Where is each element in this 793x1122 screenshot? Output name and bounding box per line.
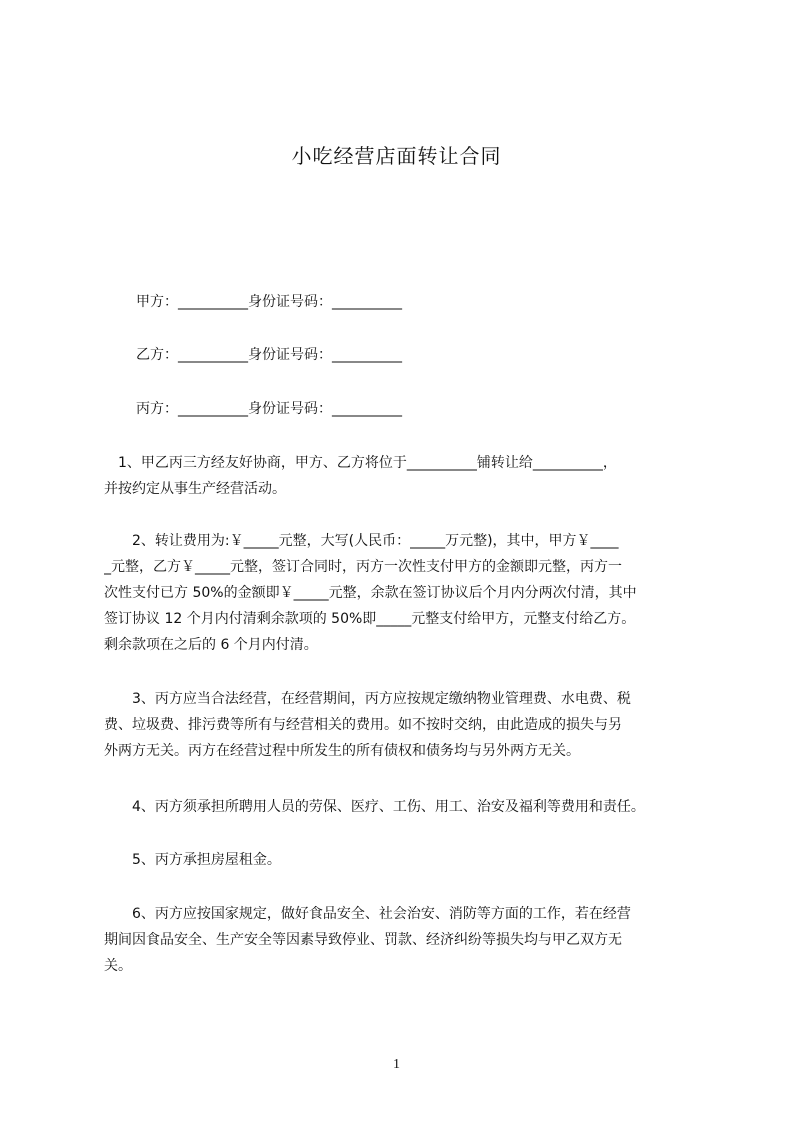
clause-4 [104, 794, 716, 820]
clause-1-line-1: 1、甲乙丙三方经友好协商，甲方、乙方将位于__________铺转让给__________， [104, 455, 617, 471]
party-c-line: 丙方：__________身份证号码：__________ [136, 401, 402, 417]
clause-4-line-1: 4、丙方须承担所聘用人员的劳保、医疗、工伤、用工、治安及福利等费用和责任。 [104, 799, 645, 815]
clause-2 [104, 528, 716, 658]
clause-2-line-1: 2、转让费用为:￥_____元整，大写(人民币：_____万元整)，其中，甲方￥____ [104, 533, 619, 549]
clause-6-line-2: 期间因食品安全、生产安全等因素导致停业、罚款、经济纠纷等损失均与甲乙双方无 [104, 932, 622, 948]
clause-5 [104, 847, 716, 873]
clause-6 [104, 901, 716, 979]
contract-title: 小吃经营店面转让合同 [291, 144, 502, 168]
clause-3 [104, 686, 716, 764]
clause-3-line-3: 外两方无关。丙方在经营过程中所发生的所有债权和债务均与另外两方无关。 [104, 743, 580, 759]
clause-1-line-2: 并按约定从事生产经营活动。 [104, 481, 286, 497]
clause-1 [104, 450, 716, 502]
clause-2-line-5: 剩余款项在之后的 6 个月内付清。 [104, 637, 318, 653]
clause-3-line-2: 费、垃圾费、排污费等所有与经营相关的费用。如不按时交纳，由此造成的损失与另 [104, 717, 622, 733]
clause-3-line-1: 3、丙方应当合法经营，在经营期间，丙方应按规定缴纳物业管理费、水电费、税 [104, 691, 631, 707]
party-a-line: 甲方：__________身份证号码：__________ [136, 294, 402, 310]
party-b-line: 乙方：__________身份证号码：__________ [136, 347, 402, 363]
clause-2-line-2: _元整，乙方￥_____元整，签订合同时，丙方一次性支付甲方的金额即元整，丙方一 [104, 559, 622, 575]
page-number: 1 [393, 1057, 400, 1072]
clause-2-line-4: 签订协议 12 个月内付清剩余款项的 50%即_____元整支付给甲方，元整支付给乙方。 [104, 611, 636, 627]
clause-6-line-1: 6、丙方应按国家规定，做好食品安全、社会治安、消防等方面的工作，若在经营 [104, 906, 631, 922]
clause-6-line-3: 关。 [104, 958, 132, 974]
clause-2-line-3: 次性支付已方 50%的金额即￥_____元整，余款在签订协议后个月内分两次付清，其中 [104, 585, 637, 601]
clause-5-line-1: 5、丙方承担房屋租金。 [104, 852, 281, 868]
